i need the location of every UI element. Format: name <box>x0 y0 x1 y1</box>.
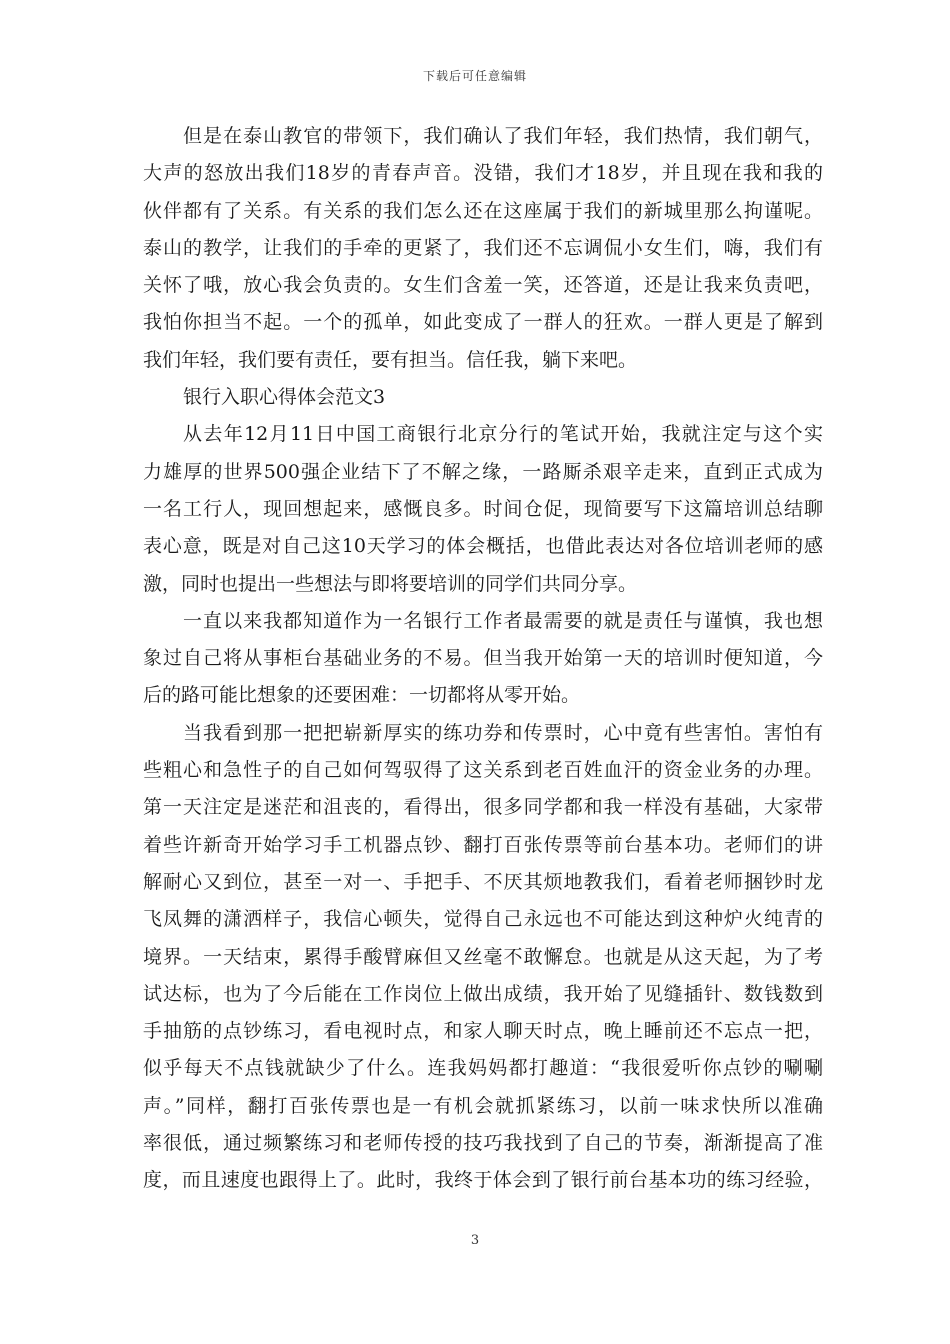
text-line: 度，而且速度也跟得上了。此时，我终于体会到了银行前台基本功的练习经验， <box>143 1169 823 1192</box>
text-line: 后的路可能比想象的还要困难：一切都将从零开始。 <box>143 684 581 707</box>
text-line: 我们年轻，我们要有责任，要有担当。信任我，躺下来吧。 <box>143 348 638 371</box>
text-line: 手抽筋的点钞练习，看电视时点，和家人聊天时点，晚上睡前还不忘点一把， <box>143 1020 823 1043</box>
text-line: 伙伴都有了关系。有关系的我们怎么还在这座属于我们的新城里那么拘谨呢。 <box>143 199 823 222</box>
text-line: 似乎每天不点钱就缺少了什么。连我妈妈都打趣道：“我很爱听你点钞的唰唰 <box>143 1057 823 1080</box>
text-line: 一直以来我都知道作为一名银行工作者最需要的就是责任与谨慎，我也想 <box>183 609 823 632</box>
text-line: 一名工行人，现回想起来，感慨良多。时间仓促，现简要写下这篇培训总结聊 <box>143 497 823 520</box>
page-number: 3 <box>470 1233 480 1248</box>
text-line: 些粗心和急性子的自己如何驾驭得了这关系到老百姓血汗的资金业务的办理。 <box>143 759 823 782</box>
text-line: 第一天注定是迷茫和沮丧的，看得出，很多同学都和我一样没有基础，大家带 <box>143 796 823 819</box>
text-line: 试达标，也为了今后能在工作岗位上做出成绩，我开始了见缝插针、数钱数到 <box>143 982 823 1005</box>
text-line: 关怀了哦，放心我会负责的。女生们含羞一笑，还答道，还是让我来负责吧， <box>143 274 823 297</box>
text-line: 我怕你担当不起。一个的孤单，如此变成了一群人的狂欢。一群人更是了解到 <box>143 311 823 334</box>
text-line: 飞凤舞的潇洒样子，我信心顿失，觉得自己永远也不可能达到这种炉火纯青的 <box>143 908 823 931</box>
text-line: 率很低，通过频繁练习和老师传授的技巧我找到了自己的节奏，渐渐提高了准 <box>143 1132 823 1155</box>
page-header: 下载后可任意编辑 <box>422 69 527 83</box>
text-line: 象过自己将从事柜台基础业务的不易。但当我开始第一天的培训时便知道，今 <box>143 647 823 670</box>
text-line: 泰山的教学，让我们的手牵的更紧了，我们还不忘调侃小女生们，嗨，我们有 <box>143 236 823 259</box>
text-line: 表心意，既是对自己这10天学习的体会概括，也借此表达对各位培训老师的感 <box>143 535 823 558</box>
text-line: 境界。一天结束，累得手酸臂麻但又丝毫不敢懈怠。也就是从这天起，为了考 <box>143 945 823 968</box>
text-line: 力雄厚的世界500强企业结下了不解之缘，一路厮杀艰辛走来，直到正式成为 <box>143 460 823 483</box>
text-line: 大声的怒放出我们18岁的青春声音。没错，我们才18岁，并且现在我和我的 <box>143 162 823 185</box>
text-line: 但是在泰山教官的带领下，我们确认了我们年轻，我们热情，我们朝气， <box>183 125 823 147</box>
text-line: 声。”同样，翻打百张传票也是一有机会就抓紧练习，以前一味求快所以准确 <box>143 1094 823 1117</box>
section-heading: 银行入职心得体会范文3 <box>183 386 386 409</box>
text-line: 着些许新奇开始学习手工机器点钞、翻打百张传票等前台基本功。老师们的讲 <box>143 833 823 856</box>
text-line: 当我看到那一把把崭新厚实的练功券和传票时，心中竟有些害怕。害怕有 <box>183 721 823 744</box>
text-line: 从去年12月11日中国工商银行北京分行的笔试开始，我就注定与这个实 <box>183 423 823 446</box>
document-body <box>143 118 823 1200</box>
text-line: 激，同时也提出一些想法与即将要培训的同学们共同分享。 <box>143 572 638 595</box>
text-line: 解耐心又到位，甚至一对一、手把手、不厌其烦地教我们，看着老师捆钞时龙 <box>143 870 823 893</box>
